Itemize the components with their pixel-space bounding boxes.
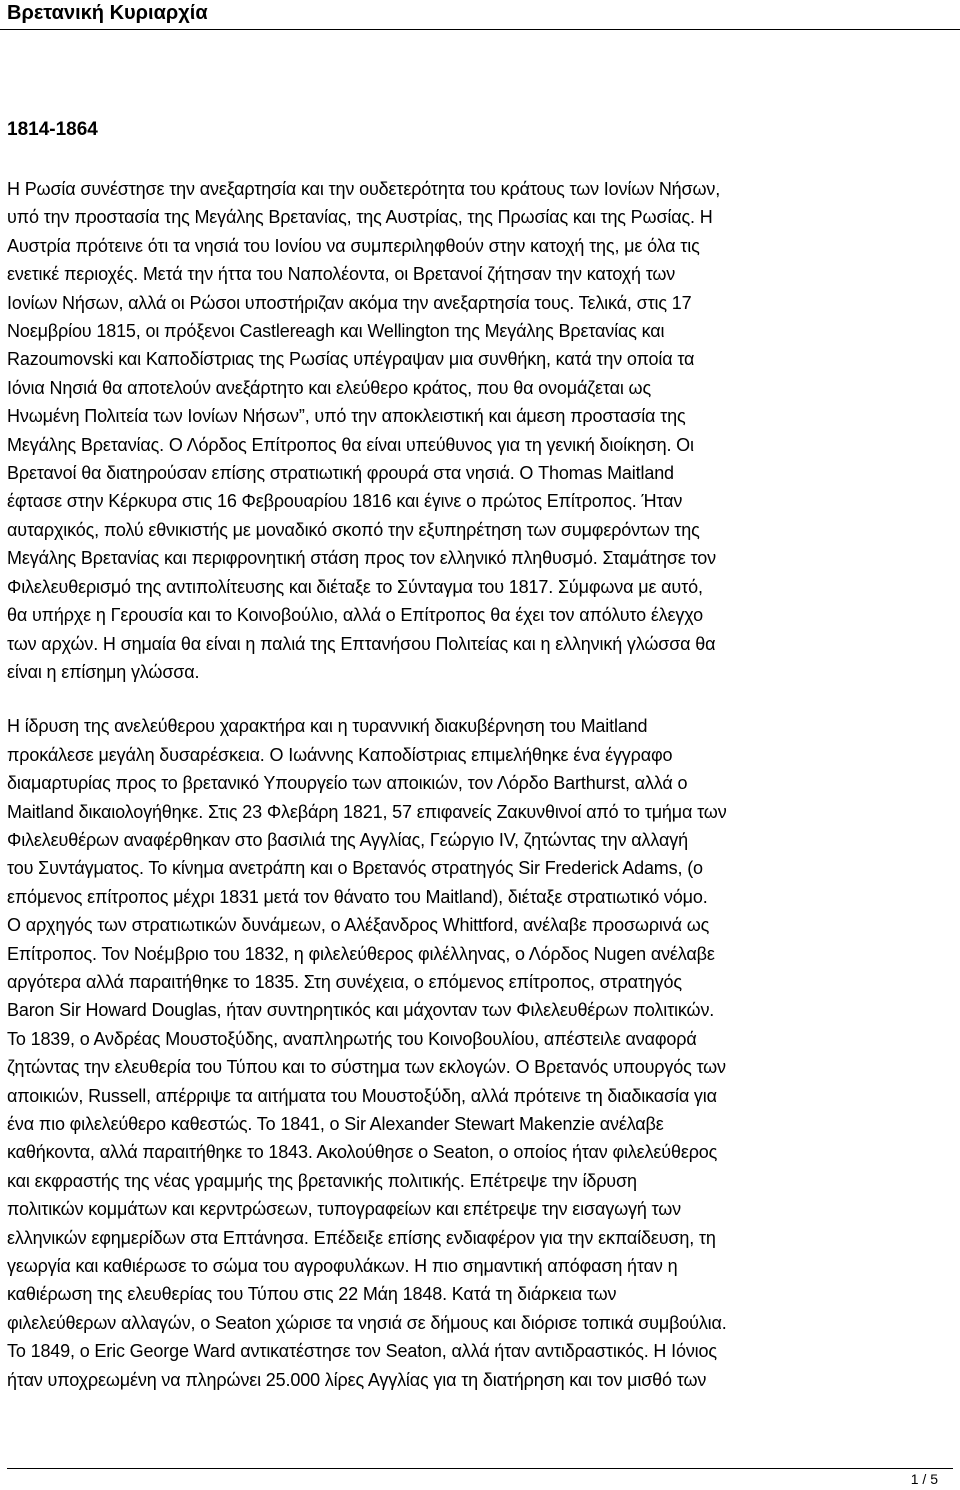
text-line: ενετικέ περιοχές. Μετά την ήττα του Ναπολέοντα, οι Βρετανοί ζήτησαν την κατοχή των xyxy=(7,264,676,285)
text-line: Το 1849, ο Eric George Ward αντικατέστησε τον Seaton, αλλά ήταν αντιδραστικός. Η Ιόνιος xyxy=(7,1341,717,1362)
text-line: πολιτικών κομμάτων και κερντρώσεων, τυπογραφείων και επέτρεψε την εισαγωγή των xyxy=(7,1199,682,1220)
paragraph xyxy=(7,712,951,1394)
text-line: ζητώντας την ελευθερία του Τύπου και το σύστημα των εκλογών. Ο Βρετανός υπουργός των xyxy=(7,1057,726,1078)
page-number: 1 / 5 xyxy=(910,1471,938,1487)
text-line: καθήκοντα, αλλά παραιτήθηκε το 1843. Ακολούθησε ο Seaton, ο οποίος ήταν φιλελεύθερος xyxy=(7,1142,718,1163)
text-line: Φιλελευθέρων αναφέρθηκαν στο βασιλιά της Αγγλίας, Γεώργιο IV, ζητώντας την αλλαγή xyxy=(7,829,688,850)
text-line: Αυστρία πρότεινε ότι τα νησιά του Ιονίου να συμπεριληφθούν στην κατοχή της, με όλα τις xyxy=(7,235,700,256)
text-line: Ιονίων Νήσων, αλλά οι Ρώσοι υποστήριζαν ακόμα την ανεξαρτησία τους. Τελικά, στις 17 xyxy=(7,292,692,313)
text-line: Baron Sir Howard Douglas, ήταν συντηρητικός και μάχονταν των Φιλελευθέρων πολιτικών. xyxy=(7,1000,715,1021)
text-line: Η Ρωσία συνέστησε την ανεξαρτησία και την ουδετερότητα του κράτους των Ιονίων Νήσων, xyxy=(7,179,721,199)
text-line: διαμαρτυρίας προς το βρετανικό Υπουργείο των αποικιών, τον Λόρδο Barthurst, αλλά ο xyxy=(7,773,688,794)
text-line: υπό την προστασία της Μεγάλης Βρετανίας, της Αυστρίας, της Πρωσίας και της Ρωσίας. Η xyxy=(7,207,713,228)
text-line: Φιλελευθερισμό της αντιπολίτευσης και διέταξε το Σύνταγμα του 1817. Σύμφωνα με αυτό, xyxy=(7,576,703,597)
text-line: του Συντάγματος. Το κίνημα ανετράπη και ο Βρετανός στρατηγός Sir Frederick Adams, (ο xyxy=(7,858,703,879)
text-line: των αρχών. Η σημαία θα είναι η παλιά της Επτανήσου Πολιτείας και η ελληνική γλώσσα θα xyxy=(7,633,716,654)
page-footer xyxy=(0,1468,960,1490)
text-line: έφτασε στην Κέρκυρα στις 16 Φεβρουαρίου 1816 και έγινε ο πρώτος Επίτροπος. Ήταν xyxy=(7,491,683,512)
text-line: θα υπήρχε η Γερουσία και το Κοινοβούλιο, αλλά ο Επίτροπος θα έχει τον απόλυτο έλεγχο xyxy=(7,605,703,626)
text-line: Maitland δικαιολογήθηκε. Στις 23 Φλεβάρη 1821, 57 επιφανείς Ζακυνθινοί από το τμήμα των xyxy=(7,801,727,822)
text-line: και εκφραστής της νέας γραμμής της βρετανικής πολιτικής. Επέτρεψε την ίδρυση xyxy=(7,1170,637,1191)
text-line: ήταν υποχρεωμένη να πληρώνει 25.000 λίρες Αγγλίας για τη διατήρηση και τον μισθό των xyxy=(7,1369,707,1390)
text-line: αργότερα αλλά παραιτήθηκε το 1835. Στη συνέχεια, ο επόμενος επίτροπος, στρατηγός xyxy=(7,971,682,992)
text-line: Μεγάλης Βρετανίας. Ο Λόρδος Επίτροπος θα είναι υπεύθυνος για τη γενική διοίκηση. Οι xyxy=(7,434,694,455)
text-line: Βρετανοί θα διατηρούσαν επίσης στρατιωτική φρουρά στα νησιά. Ο Thomas Maitland xyxy=(7,463,674,484)
text-line: αυταρχικός, πολύ εθνικιστής με μοναδικό σκοπό την εξυπηρέτηση των συμφερόντων της xyxy=(7,519,700,540)
text-line: καθιέρωση της ελευθερίας του Τύπου στις 22 Μάη 1848. Κατά τη διάρκεια των xyxy=(7,1284,617,1305)
text-line: επόμενος επίτροπος μέχρι 1831 μετά τον θάνατο του Maitland), διέταξε στρατιωτικό νόμο. xyxy=(7,886,708,907)
text-line: ελληνικών εφημερίδων στα Επτάνησα. Επέδειξε επίσης ενδιαφέρον για την εκπαίδευση, τη xyxy=(7,1227,716,1248)
text-line: προκάλεσε μεγάλη δυσαρέσκεια. Ο Ιωάννης Καποδίστριας επιμελήθηκε ένα έγγραφο xyxy=(7,744,673,765)
page-header xyxy=(0,0,960,30)
text-line: Ηνωμένη Πολιτεία των Ιονίων Νήσων”, υπό την αποκλειστική και άμεση προστασία της xyxy=(7,406,686,427)
text-line: γεωργία και καθιέρωσε το σώμα του αγροφυλάκων. Η πιο σημαντική απόφαση ήταν η xyxy=(7,1256,678,1277)
footer-divider xyxy=(7,1468,953,1469)
text-line: αποικιών, Russell, απέρριψε τα αιτήματα του Μουστοξύδη, αλλά πρότεινε τη διαδικασία για xyxy=(7,1085,717,1106)
text-line: Ο αρχηγός των στρατιωτικών δυνάμεων, ο Αλέξανδρος Whittford, ανέλαβε προσωρινά ως xyxy=(7,915,710,936)
text-line: Νοεμβρίου 1815, οι πρόξενοι Castlereagh και Wellington της Μεγάλης Βρετανίας και xyxy=(7,321,665,342)
document-body xyxy=(7,175,951,1394)
section-heading: 1814-1864 xyxy=(7,119,98,140)
text-line: Razoumovski και Καποδίστριας της Ρωσίας υπέγραψαν μια συνθήκη, κατά την οποία τα xyxy=(7,349,695,370)
document-title: Βρετανική Κυριαρχία xyxy=(7,2,208,24)
header-divider xyxy=(0,29,960,30)
text-line: Ιόνια Νησιά θα αποτελούν ανεξάρτητο και ελεύθερο κράτος, που θα ονομάζεται ως xyxy=(7,377,651,398)
text-line: είναι η επίσημη γλώσσα. xyxy=(7,661,200,682)
text-line: Επίτροπος. Τον Νοέμβριο του 1832, η φιλελεύθερος φιλέλληνας, ο Λόρδος Nugen ανέλαβε xyxy=(7,943,715,964)
text-line: ένα πιο φιλελεύθερο καθεστώς. Το 1841, ο Sir Alexander Stewart Makenzie ανέλαβε xyxy=(7,1114,664,1134)
text-line: φιλελεύθερων αλλαγών, ο Seaton χώρισε τα νησιά σε δήμους και διόρισε τοπικά συμβούλια. xyxy=(7,1312,727,1333)
paragraph xyxy=(7,175,951,686)
text-line: Η ίδρυση της ανελεύθερου χαρακτήρα και η τυραννική διακυβέρνηση του Maitland xyxy=(7,716,648,737)
text-line: Μεγάλης Βρετανίας και περιφρονητική στάση προς τον ελληνικό πληθυσμό. Σταμάτησε τον xyxy=(7,548,716,569)
text-line: Το 1839, ο Ανδρέας Μουστοξύδης, αναπληρωτής του Κοινοβουλίου, απέστειλε αναφορά xyxy=(7,1028,697,1049)
